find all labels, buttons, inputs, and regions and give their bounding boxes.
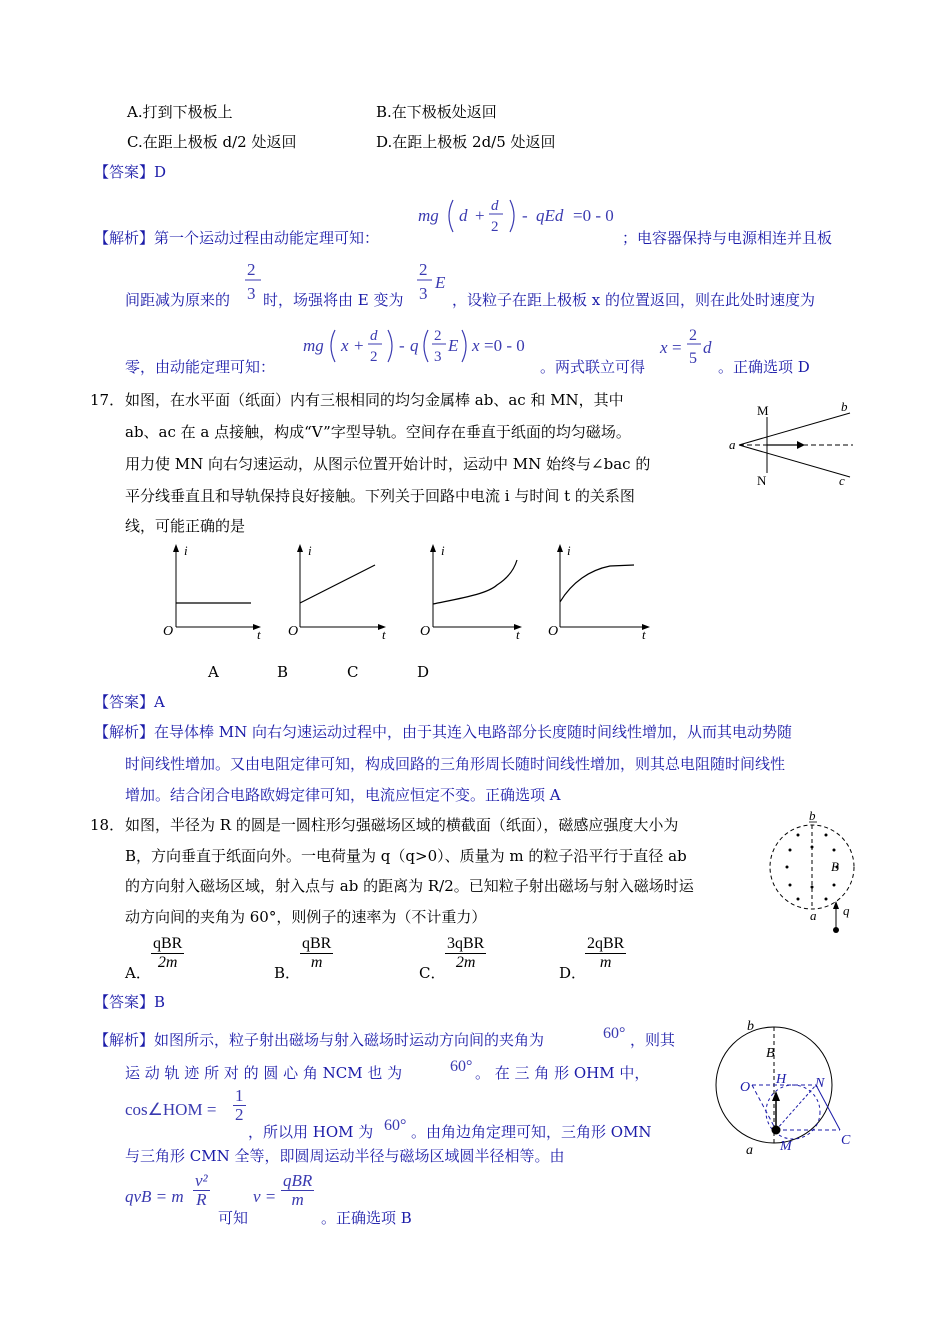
svg-text:x: x <box>660 338 668 357</box>
svg-text:-: - <box>522 206 528 225</box>
answer-value: A <box>154 693 165 711</box>
svg-text:mg: mg <box>303 336 324 355</box>
trajectory-figure <box>690 1015 865 1160</box>
graph-b <box>280 540 390 645</box>
curve-c <box>433 560 517 604</box>
label-c: c <box>839 473 845 488</box>
svg-text:t: t <box>516 627 520 642</box>
q16-analysis-line-1 <box>94 228 379 248</box>
svg-text:2: 2 <box>491 219 499 235</box>
svg-text:t: t <box>642 627 646 642</box>
q17-analysis-line-3: 增加。结合闭合电路欧姆定律可知，电流应恒定不变。正确选项 A <box>125 786 561 804</box>
q17-line-3: 用力使 MN 向右匀速运动，从图示位置开始计时，运动中 MN 始终与∠bac 的 <box>125 455 651 473</box>
option-denominator: 2m <box>455 954 476 971</box>
svg-text:d: d <box>491 198 499 214</box>
deg-60-b: 60° <box>450 1058 473 1075</box>
svg-text:i: i <box>184 543 188 558</box>
label-M: M <box>757 403 769 418</box>
svg-text:3: 3 <box>247 284 256 303</box>
graph-d <box>540 540 655 645</box>
cos-numerator: 1 <box>235 1086 244 1105</box>
option-label: A． <box>125 964 151 982</box>
graph-label-b: B <box>277 663 289 681</box>
q16-option-b: B.在下极板处返回 <box>376 103 497 121</box>
q16-option-a: A.打到下极板上 <box>127 103 233 121</box>
q18-line-2: B，方向垂直于纸面向外。一电荷量为 q（q>0）、质量为 m 的粒子沿平行于直径 ab <box>125 847 687 865</box>
label-N: N <box>757 473 767 488</box>
q17-number: 17． <box>90 391 125 409</box>
q17-answer <box>94 692 165 712</box>
v-rail-figure <box>725 395 865 495</box>
analysis-text: 如图所示，粒子射出磁场与射入磁场时运动方向间的夹角为 <box>154 1031 545 1049</box>
knowable-text: 可知 <box>218 1209 249 1227</box>
qvb-denominator: R <box>196 1190 207 1209</box>
label-b: b <box>841 399 848 414</box>
qvb-equation <box>125 1170 645 1226</box>
frac-two-thirds <box>243 255 265 305</box>
q17-line-1: 如图，在水平面（纸面）内有三根相同的均匀金属棒 ab、ac 和 MN，其中 <box>125 391 624 409</box>
cos-left: cos∠HOM = <box>125 1100 217 1119</box>
graph-label-c: C <box>347 663 359 681</box>
svg-text:O: O <box>420 624 431 639</box>
q16-analysis-line-2b: 时，场强将由 E 变为 <box>263 291 404 309</box>
q17-analysis-line-1 <box>94 722 792 742</box>
q17-line-5: 线，可能正确的是 <box>125 517 246 535</box>
svg-text:q: q <box>410 336 419 355</box>
graph-label-d: D <box>417 663 430 681</box>
svg-text:2: 2 <box>419 260 428 279</box>
answer-tag: 【答案】 <box>94 693 155 711</box>
svg-text:3: 3 <box>434 349 442 365</box>
svg-text:=0 - 0: =0 - 0 <box>484 336 525 355</box>
analysis-tag: 【解析】 <box>94 723 155 741</box>
q16-option-d: D.在距上极板 2d/5 处返回 <box>376 133 556 151</box>
frac-two-thirds-E <box>415 255 455 305</box>
svg-text:qEd: qEd <box>536 206 564 225</box>
curve-b <box>300 565 375 603</box>
svg-text:B: B <box>831 859 839 874</box>
svg-text:2: 2 <box>247 260 256 279</box>
graph-a <box>155 540 265 645</box>
svg-text:+: + <box>475 206 485 225</box>
analysis-text: 第一个运动过程由动能定理可知： <box>154 229 380 247</box>
q18-analysis-line-1b: ，则其 <box>630 1031 676 1049</box>
svg-text:O: O <box>740 1080 751 1095</box>
svg-text:O: O <box>288 624 299 639</box>
answer-tag: 【答案】 <box>94 993 155 1011</box>
svg-text:2: 2 <box>434 328 442 344</box>
q16-analysis-line-2a: 间距减为原来的 <box>125 291 231 309</box>
q16-analysis-line-2c: ，设粒子在距上极板 x 的位置返回，则在此处时速度为 <box>452 291 815 309</box>
qvb-numerator: v² <box>195 1171 208 1190</box>
magnetic-field-figure <box>765 805 865 935</box>
svg-text:a: a <box>746 1143 753 1158</box>
label-a: a <box>729 437 736 452</box>
svg-text:mg: mg <box>418 206 439 225</box>
option-denominator: 2m <box>157 954 178 971</box>
svg-text:H: H <box>776 1072 787 1087</box>
svg-text:d: d <box>703 338 712 357</box>
deg-60-c: 60° <box>384 1117 407 1134</box>
svg-text:E: E <box>448 336 459 355</box>
svg-text:d: d <box>370 328 378 344</box>
answer-tag: 【答案】 <box>94 163 155 181</box>
cos-denominator: 2 <box>235 1105 244 1124</box>
rail-ac <box>739 445 850 477</box>
svg-text:=: = <box>672 338 682 357</box>
answer-value: B <box>154 993 166 1011</box>
q18-line-4: 动方向间的夹角为 60°，则例子的速率为（不计重力） <box>125 908 487 926</box>
svg-text:i: i <box>441 543 445 558</box>
v-numerator: qBR <box>283 1171 313 1190</box>
q18-analysis-line-2b: 。 在 三 角 形 OHM 中， <box>475 1064 650 1082</box>
option-numerator: 2qBR <box>587 935 625 952</box>
q18-analysis-line-2: 运 动 轨 迹 所 对 的 圆 心 角 NCM 也 为 <box>125 1064 403 1082</box>
svg-text:i: i <box>308 543 312 558</box>
q18-analysis-line-1 <box>94 1030 544 1050</box>
svg-text:B: B <box>766 1046 775 1061</box>
svg-text:t: t <box>257 627 261 642</box>
option-label: B． <box>274 964 301 982</box>
conclusion-text: 。正确选项 B <box>321 1209 412 1227</box>
svg-text:O: O <box>163 624 174 639</box>
deg-60-a: 60° <box>603 1025 626 1042</box>
option-label: C． <box>419 964 446 982</box>
svg-text:+: + <box>354 336 364 355</box>
svg-text:x: x <box>341 336 349 355</box>
q17-analysis-line-2: 时间线性增加。又由电阻定律可知，构成回路的三角形周长随时间线性增加，则其总电阻随时间线性 <box>125 755 786 773</box>
analysis-tag: 【解析】 <box>94 1031 155 1049</box>
option-denominator: m <box>599 954 612 971</box>
q16-analysis-line-1b: ；电容器保持与电源相连并且板 <box>622 229 833 247</box>
v-left: v = <box>253 1187 277 1206</box>
analysis-tag: 【解析】 <box>94 229 155 247</box>
svg-text:E: E <box>435 273 446 292</box>
q16-option-c: C.在距上极板 d/2 处返回 <box>127 133 297 151</box>
q16-analysis-line-3a: 零，由动能定理可知： <box>125 358 276 376</box>
svg-text:N: N <box>815 1076 825 1091</box>
option-denominator: m <box>310 954 323 971</box>
q18-number: 18． <box>90 816 125 834</box>
qvb-left: qvB = m <box>125 1187 184 1206</box>
curve-d <box>560 565 634 602</box>
option-numerator: 3qBR <box>447 935 485 952</box>
svg-text:C: C <box>841 1133 851 1148</box>
svg-text:i: i <box>567 543 571 558</box>
graph-label-a: A <box>208 663 219 681</box>
svg-text:t: t <box>382 627 386 642</box>
svg-text:3: 3 <box>419 284 428 303</box>
q16-equation-3 <box>658 320 718 370</box>
q16-analysis-line-3b: 。两式联立可得 <box>540 358 646 376</box>
q18-line-1: 如图，半径为 R 的圆是一圆柱形匀强磁场区域的横截面（纸面），磁感应强度大小为 <box>125 816 679 834</box>
svg-text:2: 2 <box>370 349 378 365</box>
q16-answer <box>94 162 166 182</box>
svg-text:-: - <box>399 336 405 355</box>
q18-line-3: 的方向射入磁场区域，射入点与 ab 的距离为 R/2。已知粒子射出磁场与射入磁场时运 <box>125 877 694 895</box>
q18-analysis-line-3b: 。由角边角定理可知，三角形 OMN <box>411 1123 652 1141</box>
q17-line-2: ab、ac 在 a 点接触，构成“V”字型导轨。空间存在垂直于纸面的均匀磁场。 <box>125 423 631 441</box>
svg-text:5: 5 <box>689 350 697 367</box>
q18-analysis-line-4: 与三角形 CMN 全等，即圆周运动半径与磁场区域圆半径相等。由 <box>125 1147 565 1165</box>
q18-analysis-line-3a: ，所以用 HOM 为 <box>248 1123 374 1141</box>
svg-text:=0 - 0: =0 - 0 <box>573 206 614 225</box>
v-denominator: m <box>291 1190 304 1209</box>
svg-text:b: b <box>809 808 816 823</box>
svg-text:O: O <box>548 624 559 639</box>
q17-line-4: 平分线垂直且和导轨保持良好接触。下列关于回路中电流 i 与时间 t 的关系图 <box>125 487 635 505</box>
svg-text:a: a <box>810 908 817 923</box>
analysis-text: 在导体棒 MN 向右匀速运动过程中，由于其连入电路部分长度随时间线性增加，从而其电动势随 <box>154 723 793 741</box>
option-label: D． <box>559 964 587 982</box>
q16-equation-1 <box>415 190 625 242</box>
q18-answer <box>94 992 165 1012</box>
option-numerator: qBR <box>302 935 332 952</box>
option-numerator: qBR <box>153 935 183 952</box>
svg-text:q: q <box>843 903 850 918</box>
graph-c <box>412 540 527 645</box>
q16-equation-2 <box>300 320 545 370</box>
svg-text:M: M <box>780 1139 792 1154</box>
svg-text:x: x <box>472 336 480 355</box>
svg-text:2: 2 <box>689 327 697 344</box>
answer-value: D <box>154 163 167 181</box>
svg-text:b: b <box>747 1019 754 1034</box>
q16-analysis-line-3c: 。正确选项 D <box>718 358 810 376</box>
rail-ab <box>739 413 850 445</box>
svg-text:d: d <box>459 206 468 225</box>
